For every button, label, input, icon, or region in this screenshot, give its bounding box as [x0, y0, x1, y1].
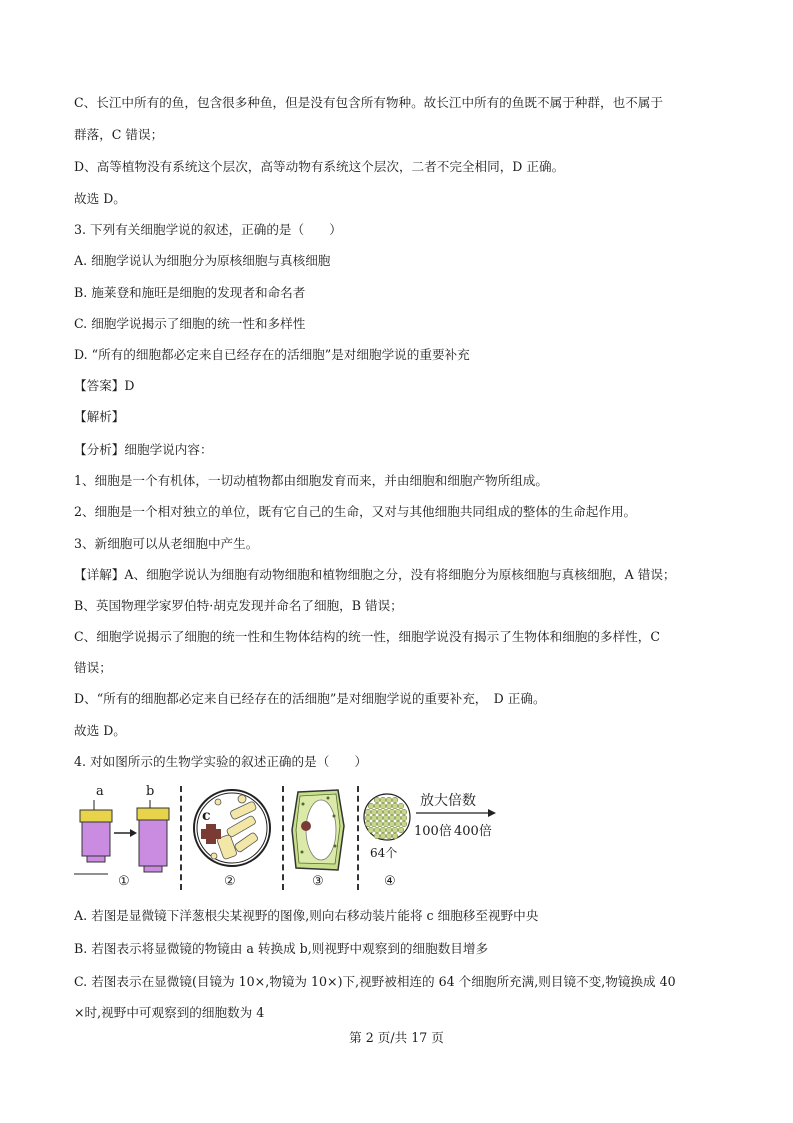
- text-line: 故选 D。: [74, 723, 126, 738]
- label-b: b: [146, 784, 155, 799]
- option-a: A. 细胞学说认为细胞分为原核细胞与真核细胞: [74, 253, 331, 268]
- cell-count-label: 64个: [370, 846, 398, 860]
- cell-cluster-icon: [362, 792, 412, 842]
- panel-3-label: ③: [312, 874, 324, 889]
- q4-option-c: C. 若图表示在显微镜(目镜为 10×,物镜为 10×)下,视野被相连的 64 个细胞所充满,则目镜不变,物镜换成 40: [74, 974, 676, 989]
- option-c: C. 细胞学说揭示了细胞的统一性和多样性: [74, 316, 306, 331]
- answer-label: 【答案】D: [74, 378, 135, 393]
- label-c: c: [202, 808, 211, 824]
- detail-a: 【详解】A、细胞学说认为细胞有动物细胞和植物细胞之分，没有将细胞分为原核细胞与真核细胞，A 错误；: [74, 567, 676, 582]
- zoom-title: 放大倍数: [420, 793, 476, 809]
- microscope-view-icon: [190, 786, 276, 874]
- text-line: 3、新细胞可以从老细胞中产生。: [74, 536, 259, 551]
- arrow-right-icon: [416, 808, 496, 818]
- q4-option-b: B. 若图表示将显微镜的物镜由 a 转换成 b,则视野中观察到的细胞数目增多: [74, 941, 489, 956]
- text-line: 2、细胞是一个相对独立的单位，既有它自己的生命，又对与其他细胞共同组成的整体的生命起作用。: [74, 504, 637, 519]
- zoom-from: 100倍: [414, 824, 452, 839]
- detail-d: D、“所有的细胞都必定来自已经存在的活细胞”是对细胞学说的重要补充， D 正确。: [74, 691, 546, 706]
- detail-c: C、细胞学说揭示了细胞的统一性和生物体结构的统一性，细胞学说没有揭示了生物体和细胞的多样性，C: [74, 629, 660, 644]
- question-4-stem: 4. 对如图所示的生物学实验的叙述正确的是（ ）: [74, 754, 368, 769]
- label-a: a: [96, 784, 104, 799]
- option-b: B. 施莱登和施旺是细胞的发现者和命名者: [74, 285, 306, 300]
- text-line: 群落，C 错误；: [74, 127, 164, 142]
- text-line: 故选 D。: [74, 191, 126, 206]
- q4-option-c-cont: ×时,视野中可观察到的细胞数为 4: [74, 1005, 265, 1020]
- zoom-to: 400倍: [454, 824, 492, 839]
- analysis-label: 【解析】: [74, 409, 125, 424]
- divider: [180, 786, 182, 890]
- analysis-heading: 【分析】细胞学说内容：: [74, 442, 213, 457]
- text-line: 错误；: [74, 660, 112, 675]
- option-d: D. “所有的细胞都必定来自已经存在的活细胞”是对细胞学说的重要补充: [74, 347, 470, 362]
- panel-1-label: ①: [118, 874, 130, 889]
- question-3-stem: 3. 下列有关细胞学说的叙述，正确的是（ ）: [74, 222, 342, 237]
- experiment-figure: [74, 786, 514, 894]
- divider: [282, 786, 284, 890]
- text-line: D、高等植物没有系统这个层次，高等动物有系统这个层次，二者不完全相同，D 正确。: [74, 159, 565, 174]
- q4-option-a: A. 若图是显微镜下洋葱根尖某视野的图像,则向右移动装片能将 c 细胞移至视野中央: [74, 908, 539, 923]
- page-footer: 第 2 页/共 17 页: [349, 1030, 444, 1045]
- text-line: C、长江中所有的鱼，包含很多种鱼，但是没有包含所有物种。故长江中所有的鱼既不属于种群，也不属于: [74, 95, 663, 110]
- panel-4-label: ④: [384, 874, 396, 889]
- panel-2-label: ②: [224, 874, 236, 889]
- detail-b: B、英国物理学家罗伯特·胡克发现并命名了细胞，B 错误；: [74, 598, 403, 613]
- text-line: 1、细胞是一个有机体，一切动植物都由细胞发育而来，并由细胞和细胞产物所组成。: [74, 473, 548, 488]
- divider: [357, 786, 359, 890]
- plant-cell-icon: [288, 786, 348, 874]
